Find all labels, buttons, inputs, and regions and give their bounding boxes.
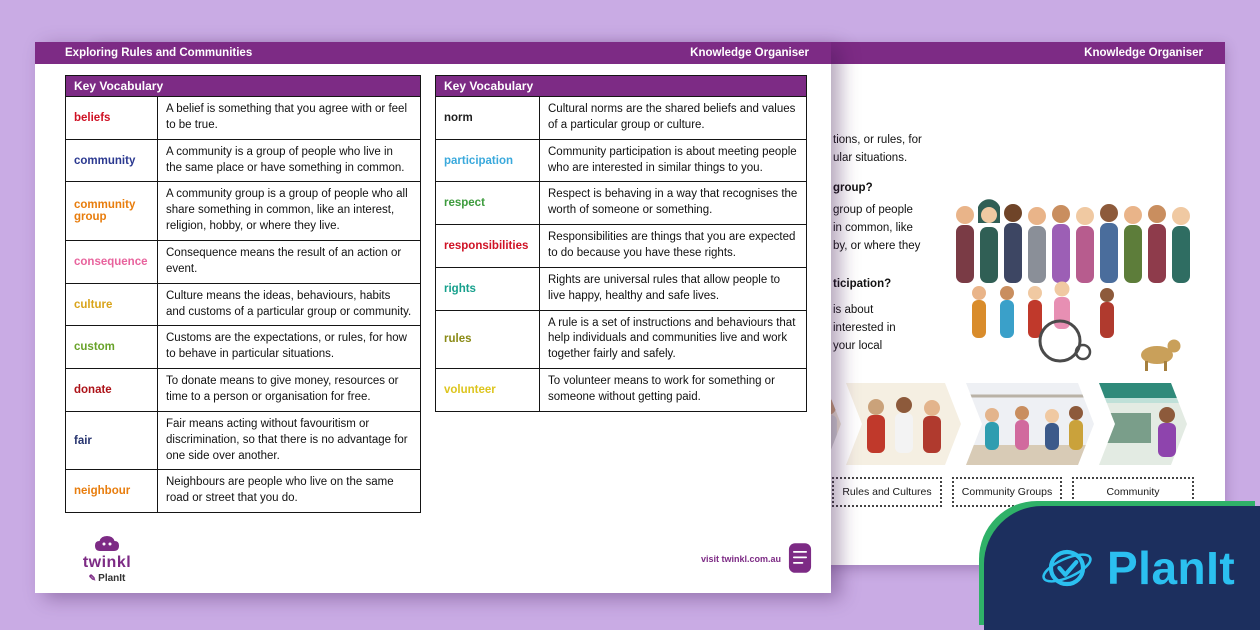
key-vocabulary-heading: Key Vocabulary [436, 76, 807, 97]
vocab-definition: Neighbours are people who live on the same road or street that you do. [158, 470, 421, 513]
planit-sub-text: PlanIt [98, 573, 126, 584]
vocab-row [66, 326, 421, 369]
photo-panel-community-groups [966, 383, 1094, 465]
vocab-definition: To volunteer means to work for something or someone without getting paid. [540, 369, 807, 412]
planit-wordmark: PlanIt [1107, 542, 1236, 594]
vocab-row [436, 267, 807, 310]
photo-panel-cultures [846, 383, 961, 465]
vocab-definition: Fair means acting without favouritism or discrimination, so that there is no advantage for one side over another. [158, 411, 421, 470]
planit-sub-wordmark [61, 573, 153, 584]
vocab-definition: A belief is something that you agree with or feel to be true. [158, 97, 421, 140]
back-page-text-fragment: is about [833, 304, 874, 316]
vocab-term: responsibilities [436, 225, 540, 268]
visit-link: visit twinkl.com.au [701, 554, 782, 564]
pencil-icon: ✎ [88, 573, 97, 583]
vocab-term: beliefs [66, 97, 158, 140]
vocab-row [66, 182, 421, 241]
vocab-row [436, 310, 807, 369]
key-vocabulary-table-left [65, 75, 421, 513]
vocab-definition: Customs are the expectations, or rules, for how to behave in particular situations. [158, 326, 421, 369]
vocab-definition: Cultural norms are the shared beliefs and values of a particular group or culture. [540, 97, 807, 140]
vocab-row [436, 139, 807, 182]
vocab-term: norm [436, 97, 540, 140]
caption-rules-and-cultures: Rules and Cultures [832, 477, 942, 507]
vocab-definition: Rights are universal rules that allow people to live happy, healthy and safe lives. [540, 267, 807, 310]
vocab-term: culture [66, 283, 158, 326]
vocab-row [436, 97, 807, 140]
vocab-row [66, 139, 421, 182]
back-page-text-fragment: in common, like [833, 222, 913, 234]
planit-brand-card [984, 506, 1260, 630]
front-page-header [35, 42, 831, 64]
vocab-row [436, 225, 807, 268]
back-page-knowledge-organiser-label: Knowledge Organiser [1084, 47, 1203, 59]
twinkl-logo [61, 534, 153, 584]
vocab-row [436, 369, 807, 412]
vocab-term: participation [436, 139, 540, 182]
vocab-definition: To donate means to give money, resources or time to a person or organisation for free. [158, 369, 421, 412]
front-page [35, 42, 831, 593]
vocab-term: community [66, 139, 158, 182]
caption-community-groups: Community Groups [952, 477, 1062, 507]
vocab-definition: A rule is a set of instructions and behaviours that help individuals and communities live and work together fairly and safely. [540, 310, 807, 369]
vocab-term: rules [436, 310, 540, 369]
vocab-definition: A community group is a group of people who all share something in common, like an interest, religion, hobby, or where they live. [158, 182, 421, 241]
vocab-definition: Respect is behaving in a way that recognises the worth of someone or something. [540, 182, 807, 225]
vocab-term: community group [66, 182, 158, 241]
vocab-term: rights [436, 267, 540, 310]
planit-orbit-check-icon [1040, 541, 1094, 595]
vocab-row [66, 283, 421, 326]
back-page-question-fragment: ticipation? [833, 278, 892, 290]
twinkl-crest-badge [787, 542, 813, 574]
vocab-term: neighbour [66, 470, 158, 513]
vocab-definition: Consequence means the result of an action or event. [158, 241, 421, 284]
vocab-definition: Responsibilities are things that you are expected to do because you have these rights. [540, 225, 807, 268]
back-page-text-fragment: by, or where they [833, 240, 921, 252]
vocab-term: custom [66, 326, 158, 369]
twinkl-crest-icon [787, 542, 813, 574]
vocab-definition: Community participation is about meeting people who are interested in similar things to you. [540, 139, 807, 182]
knowledge-organiser-label: Knowledge Organiser [690, 47, 809, 59]
community-people-illustration [942, 174, 1204, 374]
twinkl-wordmark: twinkl [82, 554, 132, 571]
back-page-text-fragment: group of people [833, 204, 913, 216]
vocab-row [66, 470, 421, 513]
community-people-drawing [942, 174, 1204, 374]
photo-panel-community-image [1099, 383, 1187, 465]
resource-title: Exploring Rules and Communities [65, 47, 253, 59]
vocab-row [66, 241, 421, 284]
vocab-definition: A community is a group of people who live in the same place or have something in common. [158, 139, 421, 182]
back-page-text-fragment: your local [833, 340, 883, 352]
caption-community: Community [1072, 477, 1194, 507]
vocab-row [66, 369, 421, 412]
vocab-term: consequence [66, 241, 158, 284]
key-vocabulary-table-right [435, 75, 807, 412]
vocab-term: respect [436, 182, 540, 225]
vocab-row [66, 411, 421, 470]
back-page-text-fragment: tions, or rules, for [833, 134, 922, 146]
back-page-text-fragment: ular situations. [833, 152, 908, 164]
vocab-definition: Culture means the ideas, behaviours, habits and customs of a particular group or community. [158, 283, 421, 326]
vocab-row [66, 97, 421, 140]
vocab-row [436, 182, 807, 225]
photo-panel-community [1099, 383, 1187, 465]
photo-panel-community-groups-image [966, 383, 1094, 465]
back-page-text-fragment: interested in [833, 322, 896, 334]
key-vocabulary-heading: Key Vocabulary [66, 76, 421, 97]
back-page-question-fragment: group? [833, 182, 873, 194]
twinkl-cloud-icon [92, 534, 122, 554]
vocab-term: donate [66, 369, 158, 412]
photo-panel-cultures-image [846, 383, 961, 465]
vocab-term: fair [66, 411, 158, 470]
vocab-term: volunteer [436, 369, 540, 412]
